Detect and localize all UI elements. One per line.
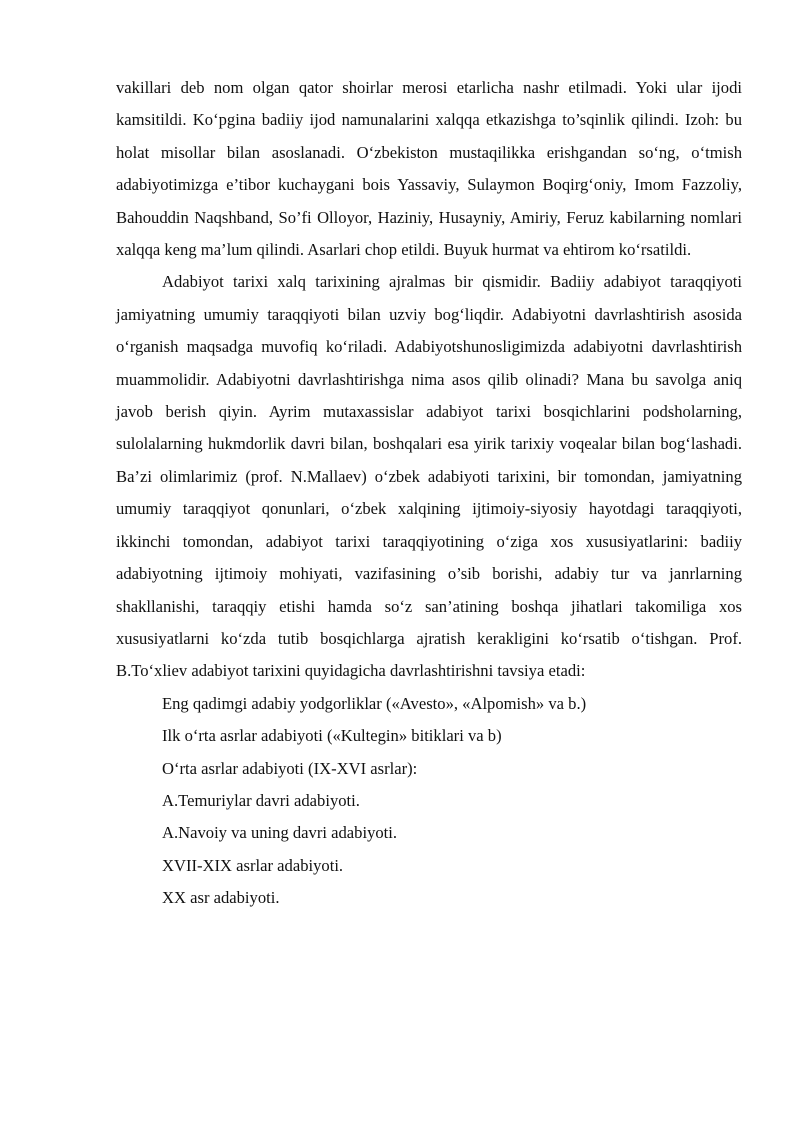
list-item: Eng qadimgi adabiy yodgorliklar («Avesto», «Alpomish» va b.) — [162, 693, 587, 713]
period-list — [116, 688, 742, 915]
list-item: A.Navoiy va uning davri adabiyoti. — [162, 823, 398, 843]
document-page — [116, 72, 742, 915]
paragraph-1: vakillari deb nom olgan qator shoirlar merosi etarlicha nashr etilmadi. Yoki ular ijodi kamsitildi. Ko‘pgina badiiy ijod namunalarini xalqqa etkazishga to’sqinlik qilindi. Izoh: bu holat misollar bilan asoslanadi. O‘zbekiston mustaqilikka erishgandan so‘ng, o‘tmish adabiyotimizga e’tibor kuchaygani bois Yassaviy, Sulaymon Boqirg‘oniy, Imom Fazzoliy, Bahouddin Naqshband, So’fi Olloyor, Haziniy, Husayniy, Amiriy, Feruz kabilarning nomlari xalqqa keng ma’lum qilindi. Asarlari chop etildi. Buyuk hurmat va ehtirom ko‘rsatildi. — [116, 78, 742, 260]
list-item: Ilk o‘rta asrlar adabiyoti («Kultegin» bitiklari va b) — [162, 726, 502, 746]
paragraph-2: Adabiyot tarixi xalq tarixining ajralmas bir qismidir. Badiiy adabiyot taraqqiyoti jamiyatning umumiy taraqqiyoti bilan uzviy bog‘liqdir. Adabiyotni davrlashtirish asosida o‘rganish maqsadga muvofiq ko‘riladi. Adabiyotshunosligimizda adabiyotni davrlashtirish muammolidir. Adabiyotni davrlashtirishga nima asos qilib olinadi? Mana bu savolga aniq javob berish qiyin. Ayrim mutaxassislar adabiyot tarixi bosqichlarini podsholarning, sulolalarning hukmdorlik davri bilan, boshqalari esa yirik tarixiy voqealar bilan bog‘lashadi. Ba’zi olimlarimiz (prof. N.Mallaev) o‘zbek adabiyoti tarixini, bir tomondan, jamiyatning umumiy taraqqiyot qonunlari, o‘zbek xalqining ijtimoiy-siyosiy hayotdagi taraqqiyoti, ikkinchi tomondan, adabiyot tarixi taraqqiyotining o‘ziga xos xususiyatlarini: badiiy adabiyotning ijtimoiy mohiyati, vazifasining o’sib borishi, adabiy tur va janrlarning shakllanishi, taraqqiy etishi hamda so‘z san’atining boshqa jihatlari takomiliga xos xususiyatlarni ko‘zda tutib bosqichlarga ajratish kerakligini ko‘rsatib o‘tishgan. Prof. B.To‘xliev adabiyot tarixini quyidagicha davrlashtirishni tavsiya etadi: — [116, 272, 742, 681]
list-item: O‘rta asrlar adabiyoti (IX-XVI asrlar): — [162, 758, 418, 778]
list-item: XVII-XIX asrlar adabiyoti. — [162, 855, 344, 875]
list-item: XX asr adabiyoti. — [162, 888, 280, 908]
list-item: A.Temuriylar davri adabiyoti. — [162, 790, 360, 810]
